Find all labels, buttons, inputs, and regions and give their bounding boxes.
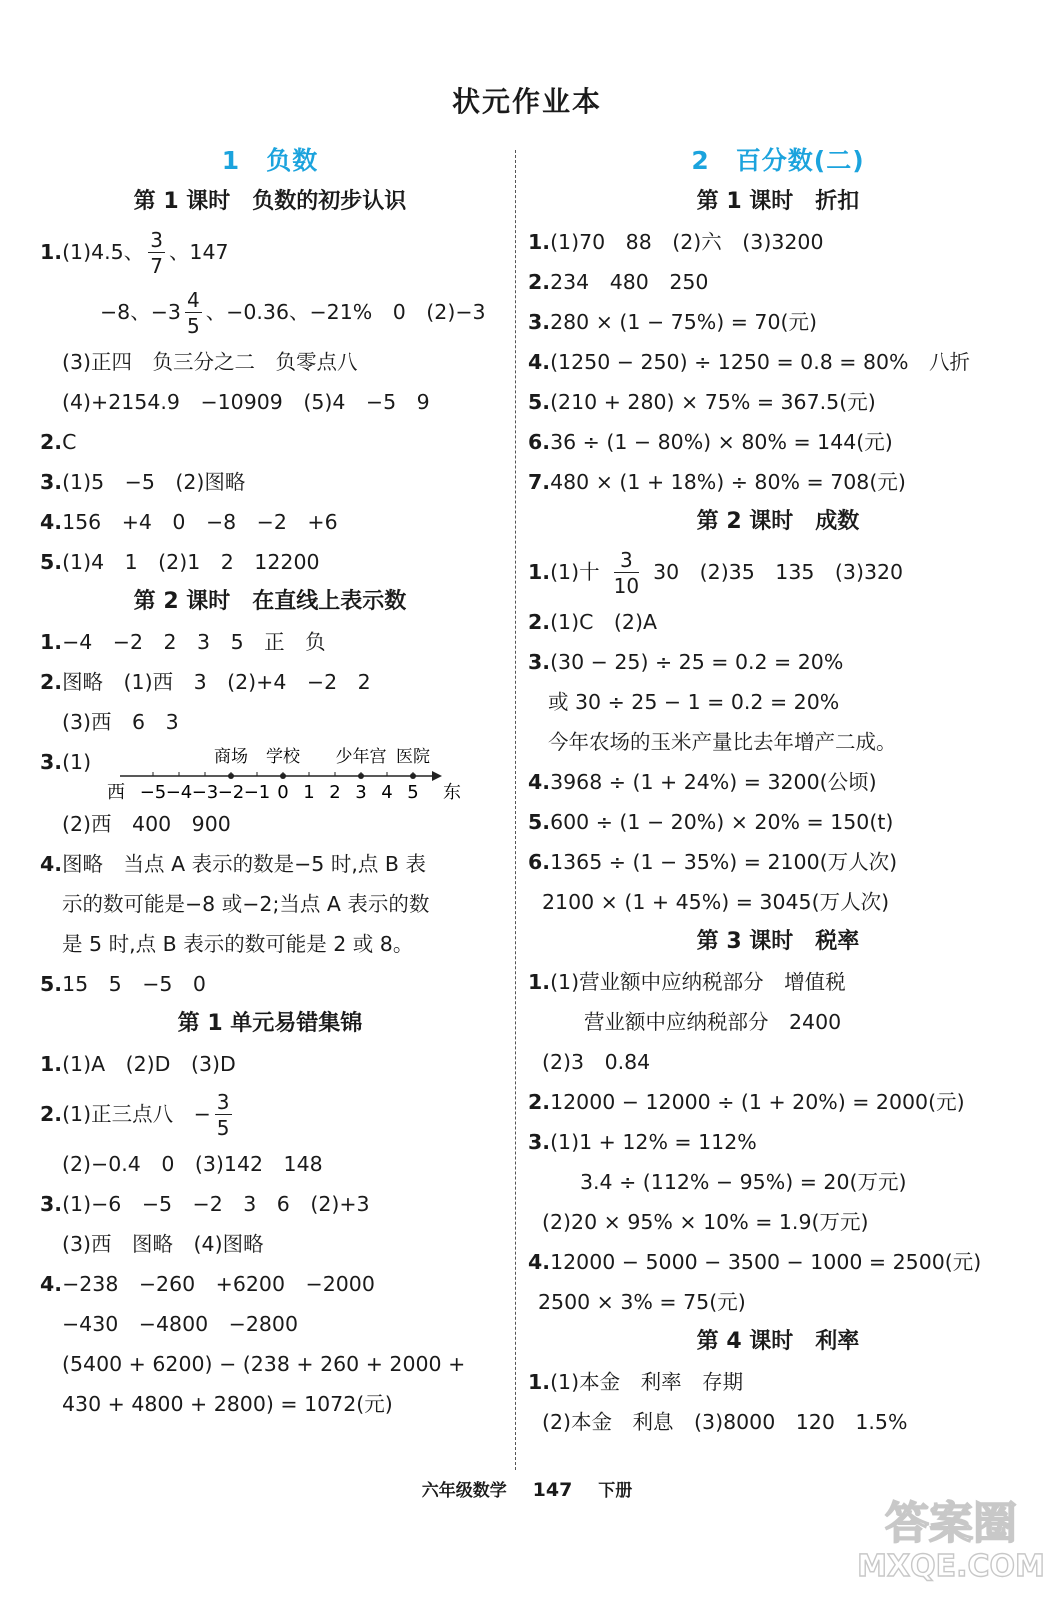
number-line-tick-label: 4 — [381, 782, 393, 803]
answer-line: 3.(30 − 25) ÷ 25 = 0.2 = 20% — [528, 650, 844, 674]
answer-line: 是 5 时,点 B 表示的数可能是 2 或 8。 — [62, 932, 414, 956]
answer-line: 或 30 ÷ 25 − 1 = 0.2 = 20% — [548, 690, 840, 714]
number-line-tick-label: 3 — [355, 782, 367, 803]
footer-grade: 六年级数学 — [421, 1481, 507, 1501]
answer-line: 4.12000 − 5000 − 3500 − 1000 = 2500(元) — [528, 1250, 982, 1274]
number-line-tick-label: 0 — [277, 782, 289, 803]
answer-line: (2)3 0.84 — [542, 1050, 651, 1074]
answer-line: 1.(1)4.5、 $\frac{3}{7}$ 、147 — [40, 228, 229, 278]
answer-line: (5400 + 6200) − (238 + 260 + 2000 + — [62, 1352, 466, 1376]
footer-volume: 下册 — [598, 1481, 633, 1501]
lesson-heading: 第 1 课时 负数的初步认识 — [133, 189, 407, 214]
number-line-figure — [40, 742, 500, 804]
answer-line: 3.(1)5 −5 (2)图略 — [40, 470, 246, 494]
answer-line: 1.−4 −2 2 3 5 正 负 — [40, 630, 326, 654]
number-line-place-label: 少年宫 — [335, 747, 387, 767]
answer-line: 3.(1)−6 −5 −2 3 6 (2)+3 — [40, 1192, 370, 1216]
answer-line: 2.图略 (1)西 3 (2)+4 −2 2 — [40, 670, 371, 694]
answer-line: 5.(210 + 280) × 75% = 367.5(元) — [528, 390, 876, 414]
right-column — [528, 140, 1028, 1442]
lesson-heading: 第 1 单元易错集锦 — [177, 1011, 363, 1036]
lesson-heading: 第 1 课时 折扣 — [696, 189, 860, 214]
answer-line: 5.(1)4 1 (2)1 2 12200 — [40, 550, 320, 574]
arrow-icon — [432, 771, 442, 781]
answer-line: (3)正四 负三分之二 负零点八 — [62, 350, 358, 374]
answer-line: (2)−0.4 0 (3)142 148 — [62, 1152, 323, 1176]
answer-line: 2.(1)C (2)A — [528, 610, 657, 634]
number-line-tick-label: −4 — [165, 782, 193, 803]
answer-line: 1.(1)70 88 (2)六 (3)3200 — [528, 230, 824, 254]
answer-line: 3.280 × (1 − 75%) = 70(元) — [528, 310, 818, 334]
fraction: $\frac{3}{5}$ — [216, 1090, 230, 1140]
answer-line: 2.C — [40, 430, 77, 454]
number-line-tick-label: −3 — [191, 782, 219, 803]
answer-line: (2)20 × 95% × 10% = 1.9(万元) — [542, 1210, 869, 1234]
lesson-heading: 第 3 课时 税率 — [696, 929, 860, 954]
number-line-svg — [40, 742, 480, 804]
number-line-place-label: 商场 — [214, 747, 248, 767]
unit-heading: 1 负数 — [221, 146, 319, 175]
number-line-tick-label: 2 — [329, 782, 341, 803]
column-divider — [515, 150, 516, 1470]
number-line-tick-label: 5 — [407, 782, 419, 803]
answer-line: (2)西 400 900 — [62, 812, 231, 836]
answer-line: 1.(1)营业额中应纳税部分 增值税 — [528, 970, 846, 994]
fraction: $\frac{3}{10}$ — [613, 548, 640, 598]
answer-line: (4)+2154.9 −10909 (5)4 −5 9 — [62, 390, 430, 414]
answer-line: 3.(1)1 + 12% = 112% — [528, 1130, 757, 1154]
watermark-logo-text: 答案圈 — [885, 1498, 1017, 1549]
answer-line: 4.图略 当点 A 表示的数是−5 时,点 B 表 — [40, 852, 426, 876]
number-line-tick-label: −1 — [243, 782, 271, 803]
watermark-url: MXQE.COM — [857, 1549, 1045, 1584]
answer-line: 1.(1)本金 利率 存期 — [528, 1370, 744, 1394]
answer-line: 2500 × 3% = 75(元) — [538, 1290, 746, 1314]
answer-line: 4.(1250 − 250) ÷ 1250 = 0.8 = 80% 八折 — [528, 350, 971, 374]
answer-line: (3)西 图略 (4)图略 — [62, 1232, 264, 1256]
answer-line: 6.1365 ÷ (1 − 35%) = 2100(万人次) — [528, 850, 898, 874]
number-line-tick-label: −2 — [217, 782, 245, 803]
unit-heading: 2 百分数(二) — [691, 146, 865, 175]
answer-line: 示的数可能是−8 或−2;当点 A 表示的数 — [62, 892, 430, 916]
answer-line: 4.3968 ÷ (1 + 24%) = 3200(公顷) — [528, 770, 877, 794]
number-line-place-label: 学校 — [266, 747, 300, 767]
number-line-tick-label: 西 — [107, 782, 125, 803]
answer-line: 7.480 × (1 + 18%) ÷ 80% = 708(元) — [528, 470, 906, 494]
page-title: 状元作业本 — [451, 85, 602, 118]
fraction: $\frac{3}{7}$ — [150, 228, 163, 278]
answer-line: 2100 × (1 + 45%) = 3045(万人次) — [542, 890, 890, 914]
answer-line: 今年农场的玉米产量比去年增产二成。 — [548, 730, 897, 754]
answer-line: 4.156 +4 0 −8 −2 +6 — [40, 510, 338, 534]
watermark-logo — [857, 1486, 1045, 1586]
answer-line: (3)西 6 3 — [62, 710, 179, 734]
number-line-point — [358, 773, 364, 779]
answer-line: 2.234 480 250 — [528, 270, 709, 294]
number-line-point — [280, 773, 286, 779]
answer-line: 2.12000 − 12000 ÷ (1 + 20%) = 2000(元) — [528, 1090, 965, 1114]
left-column — [40, 140, 500, 1424]
answer-line: 1.(1)A (2)D (3)D — [40, 1052, 236, 1076]
number-line-tick-label: −5 — [139, 782, 167, 803]
number-line-tick-label: 东 — [443, 782, 461, 803]
page-number: 147 — [532, 1479, 573, 1501]
answer-line: 营业额中应纳税部分 2400 — [584, 1010, 842, 1034]
answer-line: 4.−238 −260 +6200 −2000 — [40, 1272, 375, 1296]
answer-line: 5.15 5 −5 0 — [40, 972, 206, 996]
answer-line: 5.600 ÷ (1 − 20%) × 20% = 150(t) — [528, 810, 894, 834]
answer-line: −8、−3 $\frac{4}{5}$ 、−0.36、−21% 0 (2)−3 — [100, 288, 486, 338]
answer-line: 3.(1) — [40, 750, 92, 774]
number-line-tick-label: 1 — [303, 782, 315, 803]
answer-line: 2.(1)正三点八 − $\frac{3}{5}$ — [40, 1090, 230, 1140]
answer-line: 1.(1)十 $\frac{3}{10}$ 30 (2)35 135 (3)320 — [528, 548, 904, 598]
lesson-heading: 第 2 课时 成数 — [696, 509, 860, 534]
lesson-heading: 第 2 课时 在直线上表示数 — [133, 589, 407, 614]
answer-line: 430 + 4800 + 2800) = 1072(元) — [62, 1392, 393, 1416]
answer-line: −430 −4800 −2800 — [62, 1312, 299, 1336]
lesson-heading: 第 4 课时 利率 — [696, 1329, 860, 1354]
number-line-point — [228, 773, 234, 779]
answer-line: 6.36 ÷ (1 − 80%) × 80% = 144(元) — [528, 430, 893, 454]
number-line-point — [410, 773, 416, 779]
fraction: $\frac{4}{5}$ — [186, 288, 200, 338]
answer-line: 3.4 ÷ (112% − 95%) = 20(万元) — [580, 1170, 907, 1194]
number-line-place-label: 医院 — [396, 747, 430, 767]
answer-line: (2)本金 利息 (3)8000 120 1.5% — [542, 1410, 908, 1434]
